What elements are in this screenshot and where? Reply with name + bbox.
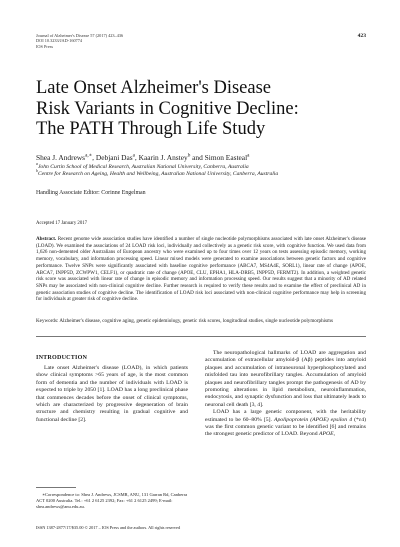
title-line-3: The PATH Through Life Study xyxy=(36,119,266,140)
accepted-date: Accepted 17 January 2017 xyxy=(36,221,88,226)
journal-citation: Journal of Alzheimer's Disease 57 (2017) 423–436 xyxy=(36,33,124,38)
right-column xyxy=(205,350,366,439)
author-name: Kaarin J. Anstey xyxy=(138,153,188,162)
author-affiliation-mark: a xyxy=(247,152,250,159)
journal-publisher: IOS Press xyxy=(36,43,54,49)
keywords-text: Alzheimer's disease, cognitive aging, genetic epidemiology, genetic risk scores, longitudinal studies, single nucleotide polymorphisms xyxy=(59,318,333,324)
abstract-label: Abstract. xyxy=(36,236,57,242)
author-name: Shea J. Andrews xyxy=(36,153,86,162)
footnote-divider xyxy=(36,487,76,488)
correspondence-footnote: ∗Correspondence to: Shea J. Andrews, JCSMR, ANU, 131 Garran Rd, Canberra ACT 0200 Australia. Tel.: +61 2 6125 2392; Fax: +61 2 6125 2499; E-mail: shea.andrews@anu.edu.au. xyxy=(36,492,188,509)
page-number: 423 xyxy=(357,33,366,39)
journal-header xyxy=(36,33,296,49)
author-affiliation-mark: b xyxy=(187,152,191,159)
section-divider xyxy=(36,336,366,337)
handling-editor: Handling Associate Editor: Corinne Engelman xyxy=(36,190,146,196)
title-line-1: Late Onset Alzheimer's Disease xyxy=(36,78,272,98)
left-column xyxy=(36,350,188,424)
keywords-label: Keywords: xyxy=(36,318,59,324)
author-list: Shea J. Andrews$^{a,∗}$, Debjani Das$^a$, Kaarin J. Anstey$^b$ and Simon Easteal$^a$ xyxy=(36,152,250,162)
introduction-paragraph: Late onset Alzheimer's disease (LOAD), in which patients show clinical symptoms >65 years of age, is the most common form of dementia and the number of individuals with LOAD is expected to triple by 2050 [1]. LOAD has a long preclinical phase that commences decades before the onset of clinical symptoms, which are characterized by progressive degeneration of brain structure and chemistry resulting in gradual cognitive and functional decline [2]. xyxy=(36,365,188,423)
author-name: Simon Easteal xyxy=(204,153,248,162)
abstract xyxy=(36,236,366,303)
author-name: Debjani Das xyxy=(95,153,133,162)
title-line-2: Risk Variants in Cognitive Decline: xyxy=(36,98,299,119)
introduction-heading: INTRODUCTION xyxy=(36,355,88,361)
body-paragraph: LOAD has a large genetic component, with the heritability estimated to be 60–80% [5]. Apolipoprotein (APOE) epsilon 4 (*ε4) was the first common genetic variant to be identified [6] and remains the strongest genetic predictor of LOAD. Beyond APOE, xyxy=(205,409,366,438)
body-paragraph: The neuropathological hallmarks of LOAD are aggregation and accumulation of extracellular amyloid-β (Aβ) peptides into amyloid plaques and accumulation of intraneuronal hyperphosphorylated and misfolded tau into neurofibrillary tangles. Accumulation of amyloid plaques and neurofibrillary tangles prompt the pathogenesis of AD by promoting alterations in lipid metabolism, neuroinflammation, endocytosis, and synaptic dysfunction and loss that ultimately leads to neuronal cell death [3, 4]. xyxy=(205,350,366,408)
affiliation-b: $^b$Centre for Research on Ageing, Health and Wellbeing, Australian National University, Canberra, Australia xyxy=(36,169,279,178)
keywords xyxy=(36,318,366,325)
affiliation-a: $^a$John Curtin School of Medical Research, Australian National University, Canberra, Australia xyxy=(36,162,249,170)
author-affiliation-mark: a,∗ xyxy=(85,152,93,159)
journal-doi: DOI 10.3233/JAD-160774 xyxy=(36,38,83,44)
author-affiliation-mark: a xyxy=(132,152,135,159)
affiliations xyxy=(36,164,278,178)
issn-line: ISSN 1387-2877/17/$35.00 © 2017 – IOS Press and the authors. All rights reserved xyxy=(36,525,181,530)
abstract-text: Recent genome wide association studies have identified a number of single nucleotide polymorphisms associated with late onset Alzheimer's disease (LOAD). We examined the associations of 24 LOAD risk loci, individually and collectively as a genetic risk score, with cognitive function. We used data from 1,626 non-demented older Australians of European ancestry who were examined up to four times over 12 years on tests assessing episodic memory, working memory, vocabulary, and information processing speed. Linear mixed models were generated to examine associations between genetic factors and cognitive performance. Twelve SNPs were significantly associated with baseline cognitive performance (ABCA7, MS4A4E, SORL1), linear rate of change (APOE, ABCA7, INPP5D, ZCWPW1, CELF1), or quadratic rate of change (APOE, CLU, EPHA1, HLA-DRB5, INPP5D, FERMT2). In addition, a weighted genetic risk score was associated with linear rate of change in episodic memory and information processing speed. Our results suggest that a minority of AD related SNPs may be associated with non-clinical cognitive decline. Further research is required to verify these results and to examine the effect of preclinical AD in genetic association studies of cognitive decline. The identification of LOAD risk loci associated with non-clinical cognitive performance may help in screening for individuals at greater risk of cognitive decline. xyxy=(36,236,366,303)
article-title xyxy=(36,78,376,140)
